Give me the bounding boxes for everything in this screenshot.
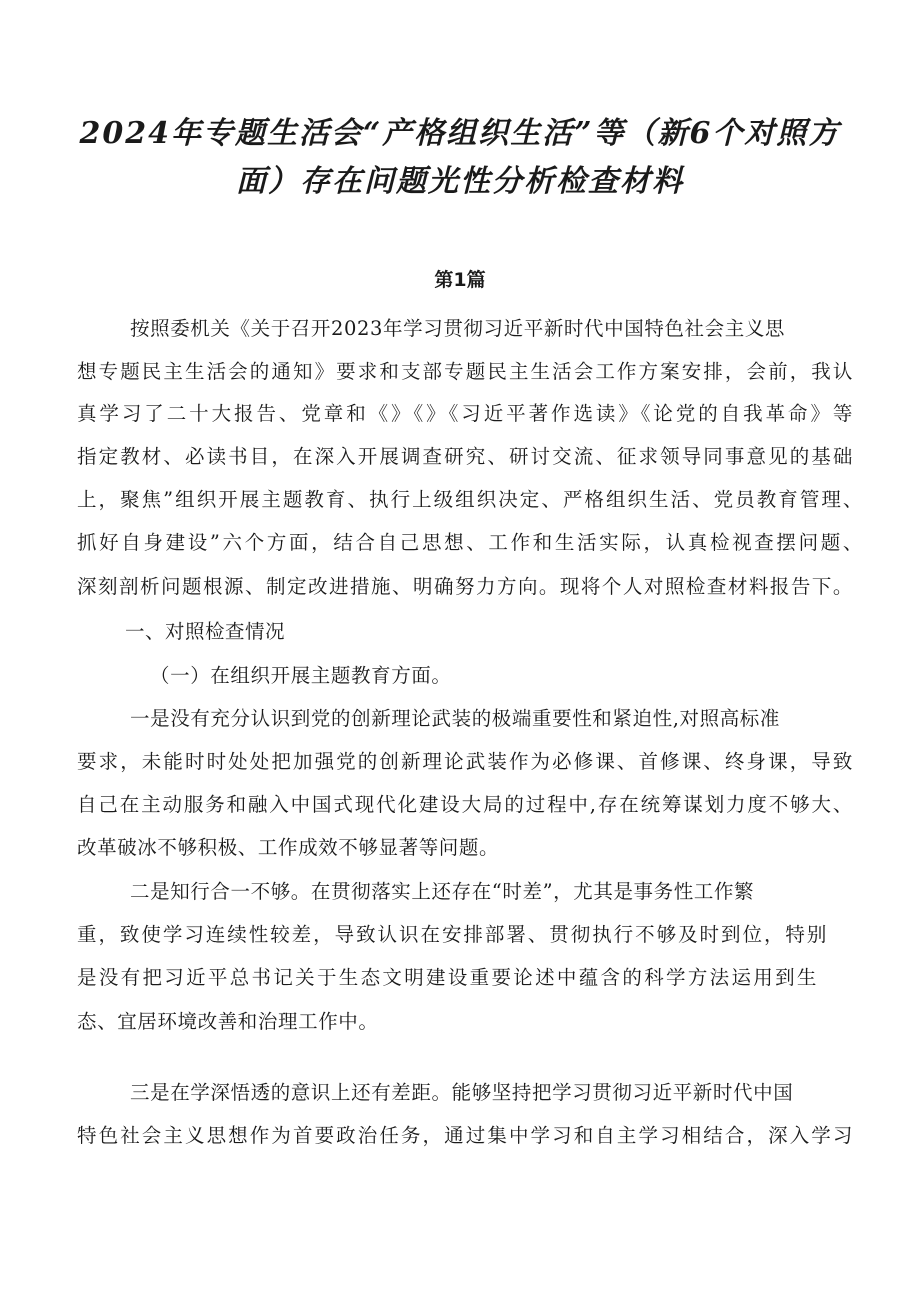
para2-line-3: 是没有把习近平总书记关于生态文明建设重要论述中蕴含的科学方法运用到生: [77, 966, 817, 989]
heading-check-situation: 一、对照检查情况: [125, 620, 286, 643]
para2-line-2: 重，致使学习连续性较差，导致认识在安排部署、贯彻执行不够及时到位，特别: [77, 923, 827, 946]
intro-line-1: 按照委机关《关于召开2023年学习贯彻习近平新时代中国特色社会主义思: [130, 317, 786, 340]
section-label: 第1篇: [434, 269, 486, 291]
document-title-line-2: 面）存在问题光性分析检查材料: [236, 164, 684, 199]
para1-line-2: 要求，未能时时处处把加强党的创新理论武装作为必修课、首修课、终身课，导致: [77, 750, 853, 773]
intro-line-2: 想专题民主生活会的通知》要求和支部专题民主生活会工作方案安排，会前，我认: [77, 360, 853, 383]
para2-line-1: 二是知行合一不够。在贯彻落实上还存在“时差”，尤其是事务性工作繁: [130, 880, 755, 903]
document-title-line-1: 2024年专题生活会“产格组织生活”等（新6个对照方: [79, 116, 841, 151]
intro-line-5: 上，聚焦”组织开展主题教育、执行上级组织决定、严格组织生活、党员教育管理、: [77, 488, 863, 511]
subheading-theme-education: （一）在组织开展主题教育方面。: [150, 664, 452, 687]
para2-line-4: 态、宜居环境改善和治理工作中。: [77, 1010, 379, 1033]
intro-line-4: 指定教材、必读书目，在深入开展调查研究、研讨交流、征求领导同事意见的基础: [77, 445, 853, 468]
intro-line-7: 深刻剖析问题根源、制定改进措施、明确努力方向。现将个人对照检查材料报告下。: [77, 575, 853, 598]
para1-line-4: 改革破冰不够积极、工作成效不够显著等问题。: [77, 836, 500, 859]
para3-line-2: 特色社会主义思想作为首要政治任务，通过集中学习和自主学习相结合，深入学习: [77, 1124, 853, 1147]
intro-line-6: 抓好自身建设”六个方面，结合自己思想、工作和生活实际，认真检视查摆问题、: [77, 531, 863, 554]
para1-line-1: 一是没有充分认识到党的创新理论武装的极端重要性和紧迫性,对照高标准: [130, 707, 780, 730]
intro-line-3: 真学习了二十大报告、党章和《》《》《习近平著作选读》《论党的自我革命》等: [77, 402, 853, 425]
para1-line-3: 自己在主动服务和融入中国式现代化建设大局的过程中,存在统筹谋划力度不够大、: [77, 793, 853, 816]
para3-line-1: 三是在学深悟透的意识上还有差距。能够坚持把学习贯彻习近平新时代中国: [130, 1081, 794, 1104]
